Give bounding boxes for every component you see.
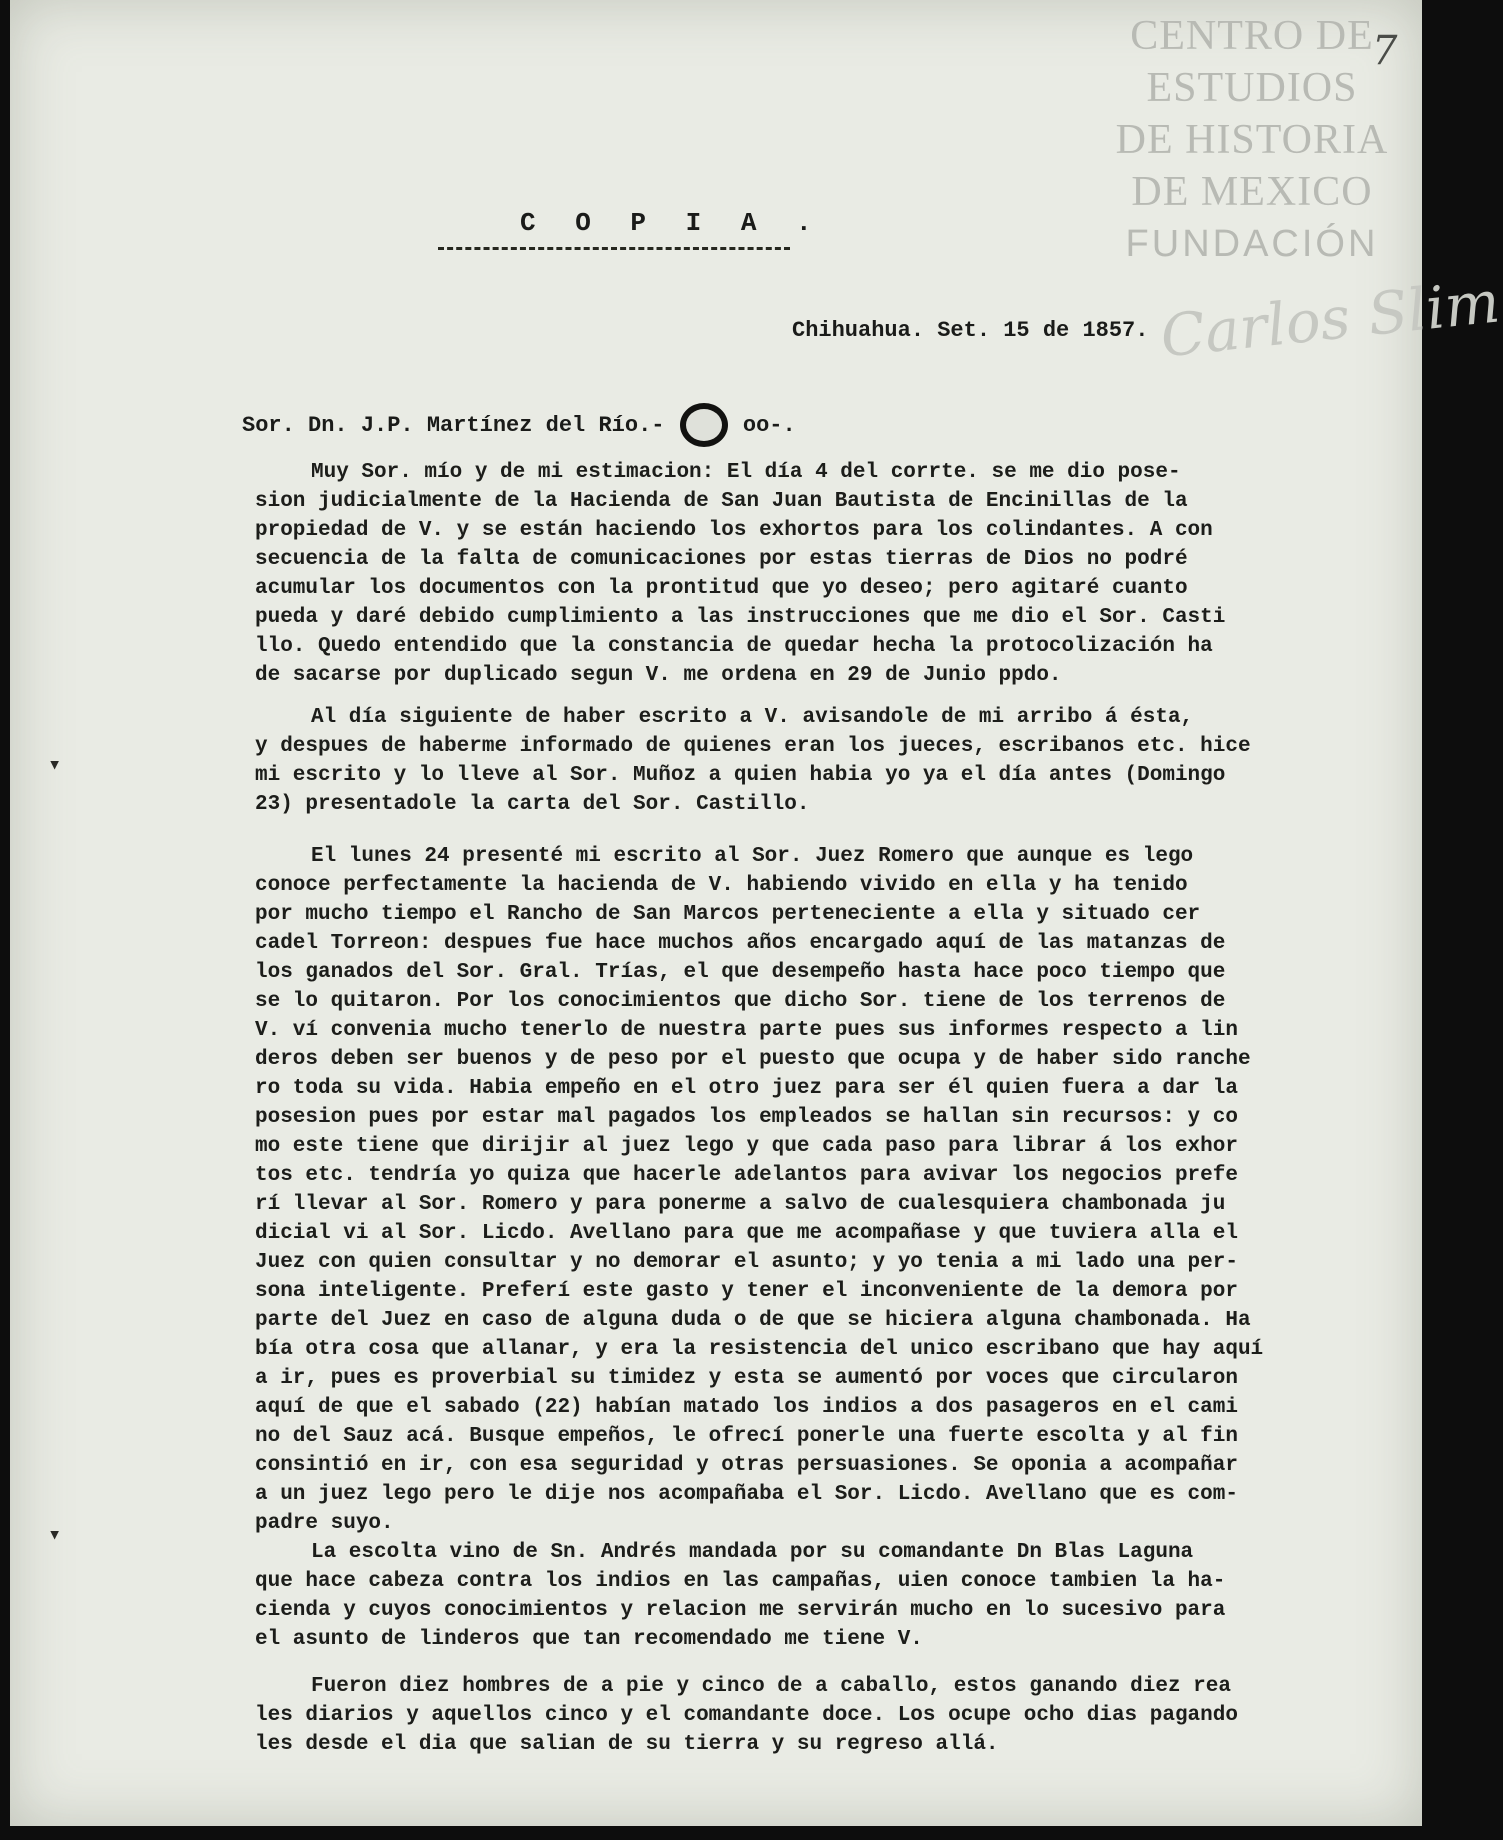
salutation	[242, 403, 796, 447]
watermark-line: ESTUDIOS	[1146, 65, 1358, 111]
watermark-line: DE HISTORIA	[1115, 117, 1389, 163]
watermark-line: CENTRO DE	[1130, 13, 1374, 59]
text-line: pueda y daré debido cumplimiento a las instrucciones que me dio el Sor. Casti	[255, 606, 1226, 629]
dateline: Chihuahua. Set. 15 de 1857.	[792, 318, 1149, 343]
text-line: consintió en ir, con esa seguridad y otras persuasiones. Se oponia a acompañar	[255, 1454, 1238, 1477]
paragraph	[255, 842, 1355, 1538]
text-line: secuencia de la falta de comunicaciones por estas tierras de Dios no podré	[255, 548, 1188, 571]
text-line: se lo quitaron. Por los conocimientos que dicho Sor. tiene de los terrenos de	[255, 990, 1226, 1013]
text-line: posesion pues por estar mal pagados los empleados se hallan sin recursos: y co	[255, 1106, 1238, 1129]
text-line: acumular los documentos con la prontitud que yo deseo; pero agitaré cuanto	[255, 577, 1188, 600]
text-line: padre suyo.	[255, 1512, 394, 1535]
document-page	[10, 0, 1503, 1826]
paragraph	[255, 1538, 1355, 1654]
text-line: a un juez lego pero le dije nos acompañaba el Sor. Licdo. Avellano que es com-	[255, 1483, 1238, 1506]
text-line: tos etc. tendría yo quiza que hacerle adelantos para avivar los negocios prefe	[255, 1164, 1238, 1187]
text-line: rí llevar al Sor. Romero y para ponerme a salvo de cualesquiera chambonada ju	[255, 1193, 1226, 1216]
text-line: les diarios y aquellos cinco y el comandante doce. Los ocupe ocho dias pagando	[255, 1704, 1238, 1727]
text-line: de sacarse por duplicado segun V. me ordena en 29 de Junio ppdo.	[255, 664, 1062, 687]
text-line: Muy Sor. mío y de mi estimacion: El día 4 del corrte. se me dio pose-	[311, 461, 1181, 484]
text-line: dicial vi al Sor. Licdo. Avellano para que me acompañase y que tuviera alla el	[255, 1222, 1238, 1245]
salutation-text: Sor. Dn. J.P. Martínez del Río.-	[242, 412, 665, 438]
text-line: los ganados del Sor. Gral. Trías, el que desempeño hasta hace poco tiempo que	[255, 961, 1226, 984]
margin-mark-icon: ▾	[48, 1523, 62, 1548]
text-line: 23) presentadole la carta del Sor. Castillo.	[255, 793, 810, 816]
watermark-signature: Carlos Slim	[1157, 267, 1503, 371]
text-line: Al día siguiente de haber escrito a V. avisandole de mi arribo á ésta,	[311, 706, 1194, 729]
text-line: cadel Torreon: despues fue hace muchos años encargado aquí de las matanzas de	[255, 932, 1226, 955]
seal-circle-icon	[680, 403, 728, 447]
margin-mark-icon: ▾	[48, 753, 62, 778]
text-line: aquí de que el sabado (22) habían matado los indios a dos pasageros en el cami	[255, 1396, 1238, 1419]
text-line: a ir, pues es proverbial su timidez y esta se aumentó por voces que circularon	[255, 1367, 1238, 1390]
text-line: no del Sauz acá. Busque empeños, le ofrecí ponerle una fuerte escolta y al fin	[255, 1425, 1238, 1448]
heading-underline	[438, 247, 790, 250]
text-line: sion judicialmente de la Hacienda de San Juan Bautista de Encinillas de la	[255, 490, 1188, 513]
text-line: sona inteligente. Preferí este gasto y tener el inconveniente de la demora por	[255, 1280, 1238, 1303]
text-line: conoce perfectamente la hacienda de V. habiendo vivido en ella y ha tenido	[255, 874, 1188, 897]
text-line: mi escrito y lo lleve al Sor. Muñoz a quien habia yo ya el día antes (Domingo	[255, 764, 1226, 787]
text-line: Fueron diez hombres de a pie y cinco de a caballo, estos ganando diez rea	[311, 1675, 1231, 1698]
page-number: 7	[1372, 28, 1398, 74]
text-line: El lunes 24 presenté mi escrito al Sor. Juez Romero que aunque es lego	[311, 845, 1194, 868]
paragraph	[255, 703, 1355, 819]
text-line: y despues de haberme informado de quienes eran los jueces, escribanos etc. hice	[255, 735, 1251, 758]
text-line: V. ví convenia mucho tenerlo de nuestra parte pues sus informes respecto a lin	[255, 1019, 1238, 1042]
salutation-suffix: oo-.	[742, 412, 796, 438]
text-line: bía otra cosa que allanar, y era la resistencia del unico escribano que hay aquí	[255, 1338, 1264, 1361]
text-line: que hace cabeza contra los indios en las campañas, uien conoce tambien la ha-	[255, 1570, 1226, 1593]
document-heading: C O P I A .	[520, 208, 824, 238]
paragraph	[255, 458, 1355, 690]
watermark-line: FUNDACIÓN	[1125, 223, 1379, 265]
text-line: cienda y cuyos conocimientos y relacion me servirán mucho en lo sucesivo para	[255, 1599, 1226, 1622]
text-line: La escolta vino de Sn. Andrés mandada por su comandante Dn Blas Laguna	[311, 1541, 1194, 1564]
watermark-line: DE MEXICO	[1131, 169, 1373, 215]
text-line: Juez con quien consultar y no demorar el asunto; y yo tenia a mi lado una per-	[255, 1251, 1238, 1274]
paragraph	[255, 1672, 1355, 1759]
text-line: deros deben ser buenos y de peso por el puesto que ocupa y de haber sido ranche	[255, 1048, 1251, 1071]
text-line: les desde el dia que salian de su tierra y su regreso allá.	[255, 1733, 999, 1756]
text-line: llo. Quedo entendido que la constancia de quedar hecha la protocolización ha	[255, 635, 1213, 658]
text-line: el asunto de linderos que tan recomendado me tiene V.	[255, 1628, 923, 1651]
text-line: ro toda su vida. Habia empeño en el otro juez para ser él quien fuera a dar la	[255, 1077, 1238, 1100]
watermark	[1102, 10, 1402, 270]
text-line: parte del Juez en caso de alguna duda o de que se hiciera alguna chambonada. Ha	[255, 1309, 1251, 1332]
text-line: propiedad de V. y se están haciendo los exhortos para los colindantes. A con	[255, 519, 1213, 542]
text-line: mo este tiene que dirijir al juez lego y que cada paso para librar á los exhor	[255, 1135, 1238, 1158]
text-line: por mucho tiempo el Rancho de San Marcos perteneciente a ella y situado cer	[255, 903, 1201, 926]
